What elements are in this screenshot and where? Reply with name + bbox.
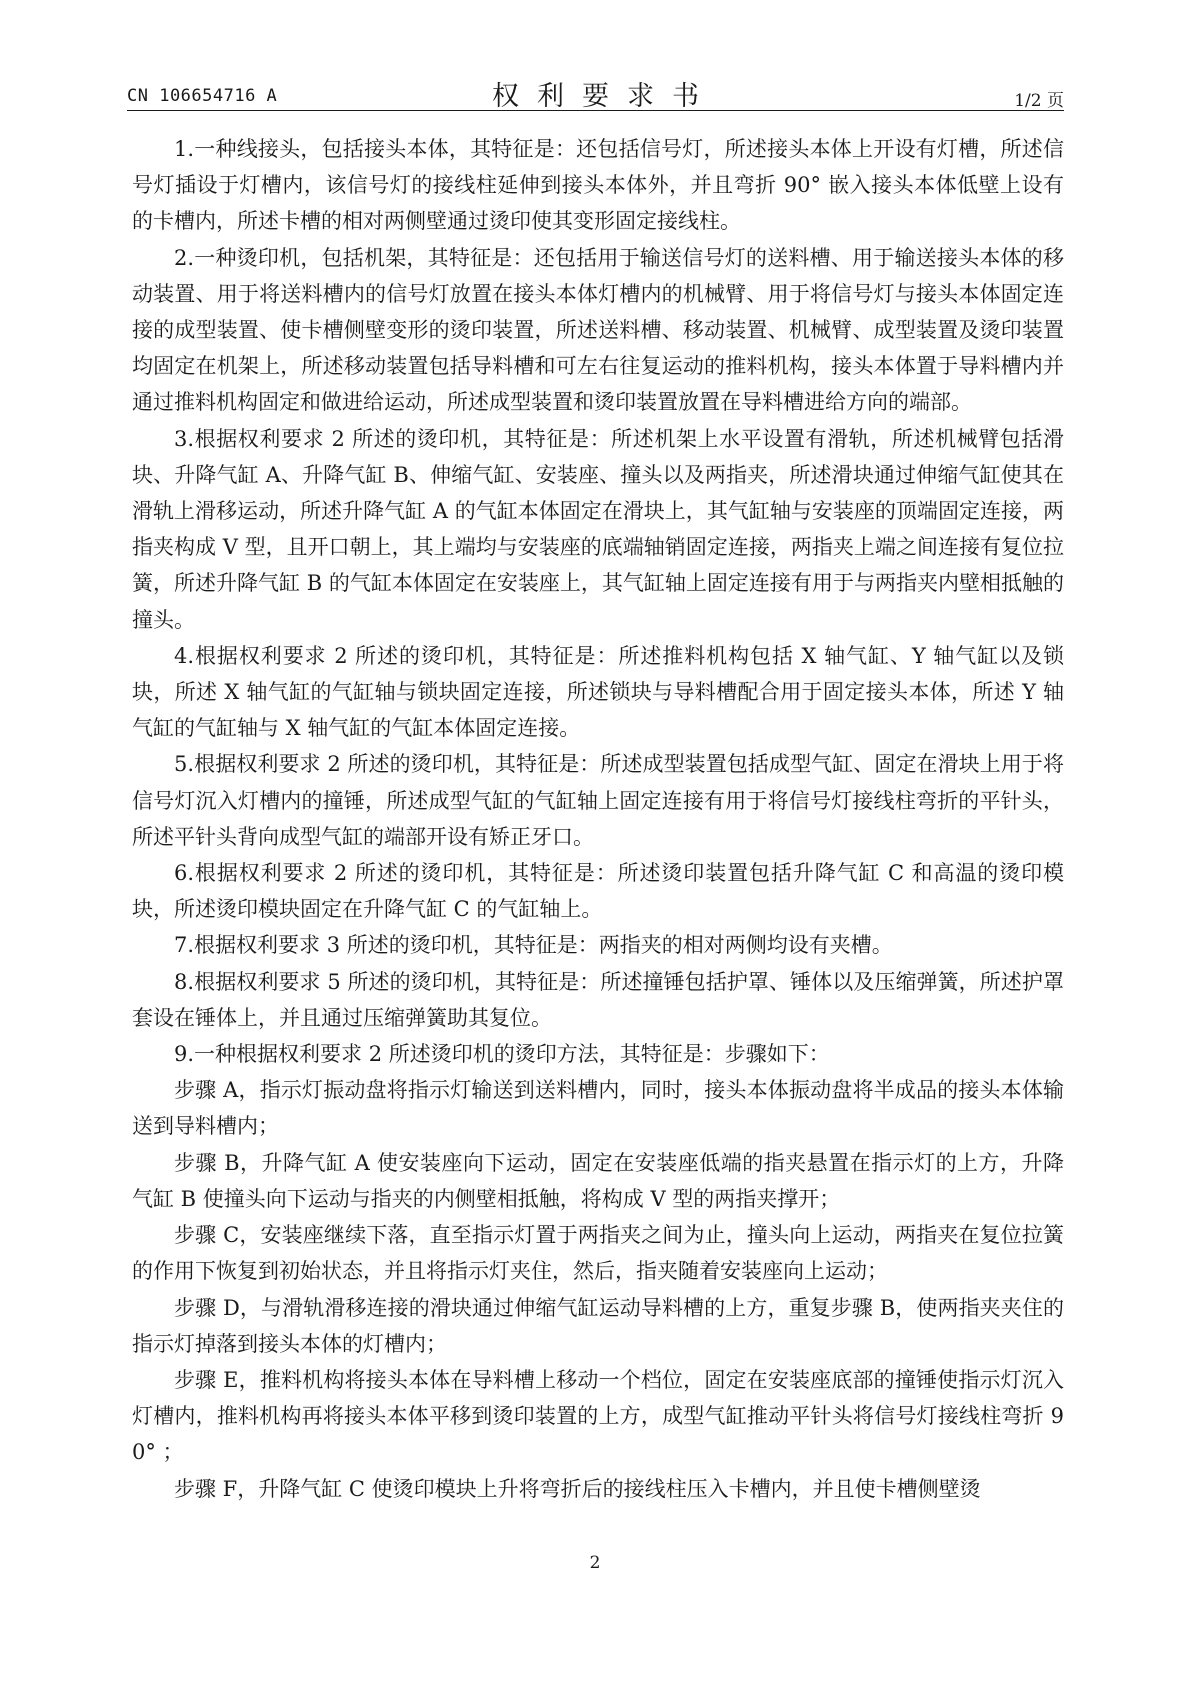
document-title: 权利要求书 [492, 81, 717, 112]
page-indicator: 1/2 页 [1014, 91, 1064, 111]
publication-number: CN 106654716 A [127, 86, 278, 106]
claim-4: 4.根据权利要求 2 所述的烫印机，其特征是：所述推料机构包括 X 轴气缸、Y 轴气缸以及锁块，所述 X 轴气缸的气缸轴与锁块固定连接，所述锁块与导料槽配合用于固定接头本体，所述 Y 轴气缸的气缸轴与 X 轴气缸的气缸本体固定连接。 [132, 643, 1064, 741]
page-number: 2 [589, 1553, 601, 1573]
step-d: 步骤 D，与滑轨滑移连接的滑块通过伸缩气缸运动导料槽的上方，重复步骤 B，使两指夹夹住的指示灯掉落到接头本体的灯槽内； [132, 1295, 1064, 1356]
header-divider [127, 110, 1064, 111]
claim-1: 1.一种线接头，包括接头本体，其特征是：还包括信号灯，所述接头本体上开设有灯槽，所述信号灯插设于灯槽内，该信号灯的接线柱延伸到接头本体外，并且弯折 90° 嵌入接头本体低壁上设有的卡槽内，所述卡槽的相对两侧壁通过烫印使其变形固定接线柱。 [132, 137, 1064, 234]
claims-body [132, 131, 1064, 1507]
step-c: 步骤 C，安装座继续下落，直至指示灯置于两指夹之间为止，撞头向上运动，两指夹在复位拉簧的作用下恢复到初始状态，并且将指示灯夹住，然后，指夹随着安装座向上运动； [132, 1223, 1064, 1284]
page-header [127, 74, 1064, 110]
step-e: 步骤 E，推料机构将接头本体在导料槽上移动一个档位，固定在安装座底部的撞锤使指示灯沉入灯槽内，推料机构再将接头本体平移到烫印装置的上方，成型气缸推动平针头将信号灯接线柱弯折 90° ； [132, 1367, 1064, 1465]
step-a: 步骤 A，指示灯振动盘将指示灯输送到送料槽内，同时，接头本体振动盘将半成品的接头本体输送到导料槽内； [132, 1078, 1064, 1139]
step-f: 步骤 F，升降气缸 C 使烫印模块上升将弯折后的接线柱压入卡槽内，并且使卡槽侧壁烫 [174, 1476, 981, 1501]
claim-8: 8.根据权利要求 5 所述的烫印机，其特征是：所述撞锤包括护罩、锤体以及压缩弹簧，所述护罩套设在锤体上，并且通过压缩弹簧助其复位。 [132, 969, 1064, 1030]
claim-3: 3.根据权利要求 2 所述的烫印机，其特征是：所述机架上水平设置有滑轨，所述机械臂包括滑块、升降气缸 A、升降气缸 B、伸缩气缸、安装座、撞头以及两指夹，所述滑块通过伸缩气缸使其在滑轨上滑移运动，所述升降气缸 A 的气缸本体固定在滑块上，其气缸轴与安装座的顶端固定连接，两指夹构成 V 型，且开口朝上，其上端均与安装座的底端轴销固定连接，两指夹上端之间连接有复位拉簧，所述升降气缸 B 的气缸本体固定在安装座上，其气缸轴上固定连接有用于与两指夹内壁相抵触的撞头。 [132, 426, 1064, 632]
claim-2: 2.一种烫印机，包括机架，其特征是：还包括用于输送信号灯的送料槽、用于输送接头本体的移动装置、用于将送料槽内的信号灯放置在接头本体灯槽内的机械臂、用于将信号灯与接头本体固定连接的成型装置、使卡槽侧壁变形的烫印装置，所述送料槽、移动装置、机械臂、成型装置及烫印装置均固定在机架上，所述移动装置包括导料槽和可左右往复运动的推料机构，接头本体置于导料槽内并通过推料机构固定和做进给运动，所述成型装置和烫印装置放置在导料槽进给方向的端部。 [132, 245, 1064, 415]
claim-5: 5.根据权利要求 2 所述的烫印机，其特征是：所述成型装置包括成型气缸、固定在滑块上用于将信号灯沉入灯槽内的撞锤，所述成型气缸的气缸轴上固定连接有用于将信号灯接线柱弯折的平针头，所述平针头背向成型气缸的端部开设有矫正牙口。 [132, 752, 1064, 849]
claim-7: 7.根据权利要求 3 所述的烫印机，其特征是：两指夹的相对两侧均设有夹槽。 [174, 933, 893, 958]
claim-9: 9.一种根据权利要求 2 所述烫印机的烫印方法，其特征是：步骤如下： [174, 1042, 830, 1067]
claim-6: 6.根据权利要求 2 所述的烫印机，其特征是：所述烫印装置包括升降气缸 C 和高温的烫印模块，所述烫印模块固定在升降气缸 C 的气缸轴上。 [132, 861, 1064, 922]
step-b: 步骤 B，升降气缸 A 使安装座向下运动，固定在安装座低端的指夹悬置在指示灯的上方，升降气缸 B 使撞头向下运动与指夹的内侧壁相抵触，将构成 V 型的两指夹撑开； [132, 1150, 1064, 1211]
